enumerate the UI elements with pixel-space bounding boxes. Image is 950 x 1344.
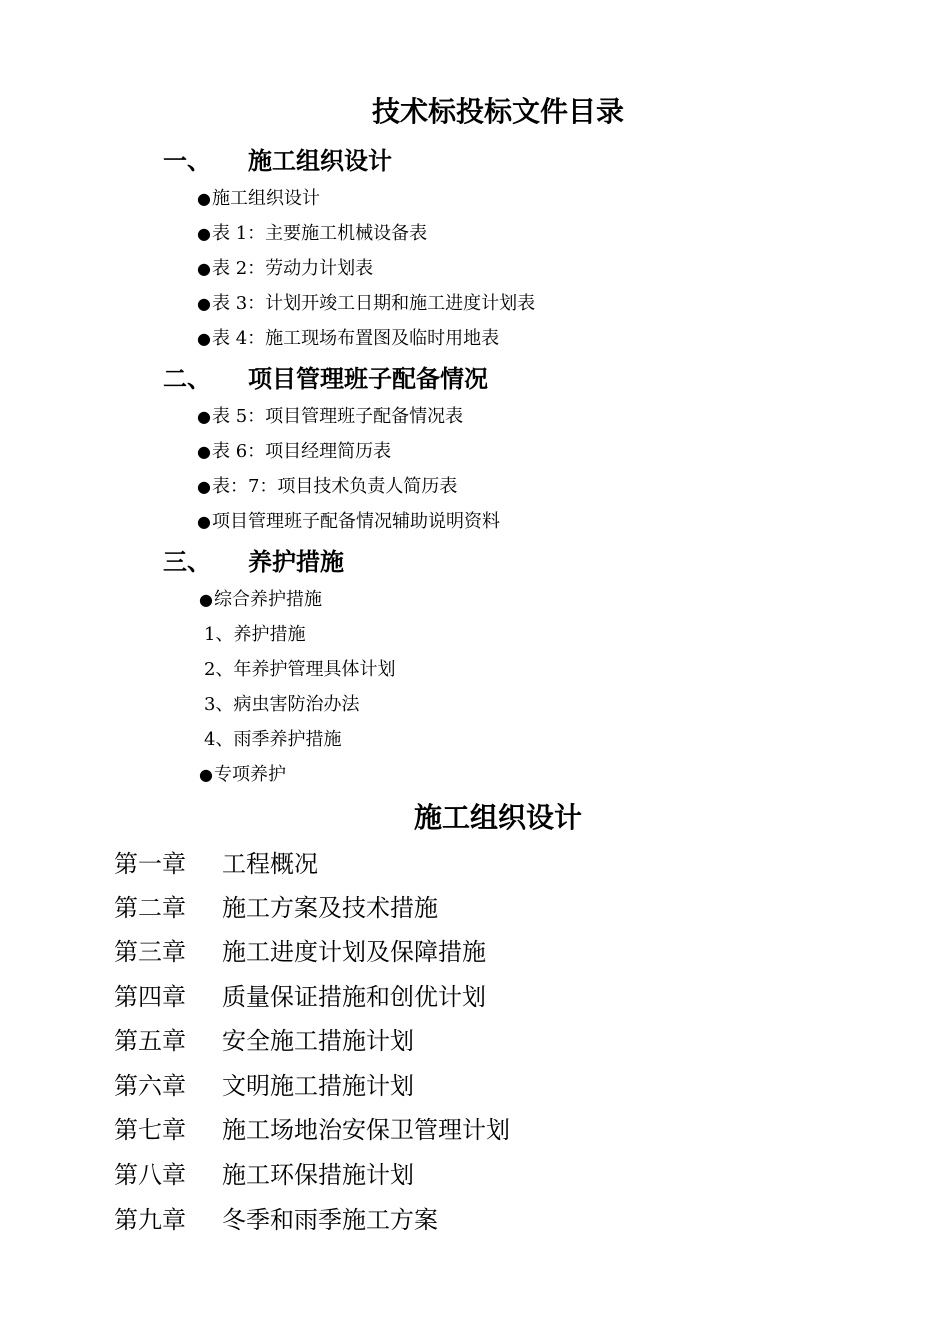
chapter-title: 施工场地治安保卫管理计划 <box>222 1116 510 1144</box>
bullet-icon: ● <box>199 765 213 784</box>
list-item: ●专项养护 <box>199 764 286 785</box>
list-item: ●表 1：主要施工机械设备表 <box>197 223 428 244</box>
bullet-icon: ● <box>197 294 211 313</box>
section-heading-2 <box>163 359 488 394</box>
section-title: 施工组织设计 <box>248 146 392 175</box>
bullet-icon: ● <box>197 224 211 243</box>
list-item: 2、年养护管理具体计划 <box>204 659 396 680</box>
chapter-row <box>114 1110 510 1145</box>
list-item: ●表 2：劳动力计划表 <box>197 258 374 279</box>
list-item: 4、雨季养护措施 <box>204 729 342 750</box>
list-item: ●综合养护措施 <box>199 589 322 610</box>
chapter-row <box>114 844 318 879</box>
chapter-number: 第九章 <box>114 1206 186 1234</box>
chapter-number: 第七章 <box>114 1116 186 1144</box>
section-title: 项目管理班子配备情况 <box>248 364 488 393</box>
section-number: 二、 <box>163 364 211 393</box>
section-heading-1 <box>163 141 392 176</box>
chapter-title: 施工环保措施计划 <box>222 1161 414 1189</box>
design-title: 施工组织设计 <box>413 801 582 834</box>
section-title: 养护措施 <box>248 547 344 576</box>
bullet-icon: ● <box>197 259 211 278</box>
chapter-title: 施工方案及技术措施 <box>222 894 438 922</box>
bullet-icon: ● <box>197 189 211 208</box>
list-item: ●项目管理班子配备情况辅助说明资料 <box>197 511 500 532</box>
chapter-row <box>114 1155 414 1190</box>
list-item: 3、病虫害防治办法 <box>204 694 360 715</box>
chapter-row <box>114 888 438 923</box>
chapter-title: 安全施工措施计划 <box>222 1027 414 1055</box>
chapter-row <box>114 932 486 967</box>
section-heading-3 <box>163 542 344 577</box>
chapter-row <box>114 1200 438 1235</box>
section-number: 一、 <box>163 146 211 175</box>
chapter-number: 第八章 <box>114 1161 186 1189</box>
bullet-icon: ● <box>197 442 211 461</box>
chapter-row <box>114 1066 414 1101</box>
list-item: ●表 3：计划开竣工日期和施工进度计划表 <box>197 293 536 314</box>
chapter-number: 第二章 <box>114 894 186 922</box>
chapter-title: 工程概况 <box>222 850 318 878</box>
bullet-icon: ● <box>197 329 211 348</box>
chapter-number: 第三章 <box>114 938 186 966</box>
list-item: ●表 4：施工现场布置图及临时用地表 <box>197 328 500 349</box>
list-item: ●表 6：项目经理简历表 <box>197 441 392 462</box>
chapter-row <box>114 1021 414 1056</box>
list-item: ●施工组织设计 <box>197 188 320 209</box>
section-number: 三、 <box>163 547 211 576</box>
chapter-title: 质量保证措施和创优计划 <box>222 983 486 1011</box>
chapter-title: 施工进度计划及保障措施 <box>222 938 486 966</box>
bullet-icon: ● <box>197 477 211 496</box>
chapter-number: 第一章 <box>114 850 186 878</box>
chapter-number: 第五章 <box>114 1027 186 1055</box>
chapter-title: 文明施工措施计划 <box>222 1072 414 1100</box>
chapter-number: 第六章 <box>114 1072 186 1100</box>
chapter-row <box>114 977 486 1012</box>
bullet-icon: ● <box>199 590 213 609</box>
list-item: ●表：7：项目技术负责人简历表 <box>197 476 458 497</box>
list-item: ●表 5：项目管理班子配备情况表 <box>197 406 464 427</box>
chapter-number: 第四章 <box>114 983 186 1011</box>
bullet-icon: ● <box>197 512 211 531</box>
bullet-icon: ● <box>197 407 211 426</box>
chapter-title: 冬季和雨季施工方案 <box>222 1206 438 1234</box>
toc-title: 技术标投标文件目录 <box>371 95 624 128</box>
list-item: 1、养护措施 <box>204 624 306 645</box>
